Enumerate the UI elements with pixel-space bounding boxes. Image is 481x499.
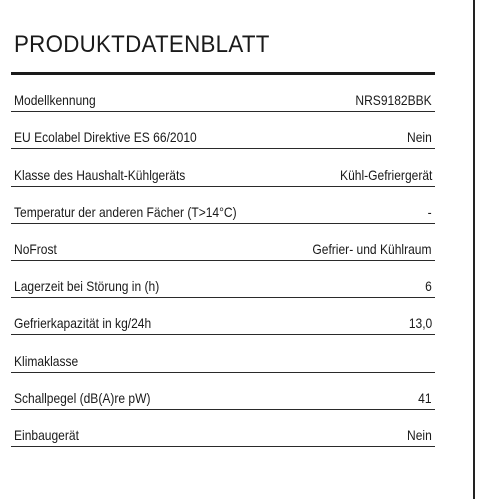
- spec-value: 13,0: [408, 315, 432, 332]
- spec-row-appliance-class: [11, 149, 435, 186]
- spec-label: Gefrierkapazität in kg/24h: [14, 315, 152, 332]
- spec-value: NRS9182BBK: [355, 92, 432, 109]
- spec-row-storage-time: [11, 261, 435, 298]
- spec-value: Nein: [407, 426, 432, 443]
- spec-value: 41: [418, 389, 432, 406]
- spec-label: Temperatur der anderen Fächer (T>14°C): [14, 203, 237, 220]
- spec-label: NoFrost: [14, 240, 57, 257]
- spec-row-freezing-capacity: [11, 298, 435, 335]
- spec-label: Modellkennung: [14, 92, 96, 109]
- spec-label: Klimaklasse: [14, 352, 79, 369]
- spec-row-model-id: [11, 75, 435, 112]
- spec-label: Schallpegel (dB(A)re pW): [14, 389, 151, 406]
- spec-row-nofrost: [11, 224, 435, 261]
- page-edge-line: [473, 0, 475, 499]
- spec-value: Gefrier- und Kühlraum: [312, 240, 432, 257]
- spec-table: [11, 75, 435, 447]
- spec-label: Klasse des Haushalt-Kühlgeräts: [14, 166, 186, 183]
- spec-value: Kühl-Gefriergerät: [339, 166, 432, 183]
- spec-label: EU Ecolabel Direktive ES 66/2010: [14, 129, 197, 146]
- spec-row-climate-class: [11, 335, 435, 372]
- sheet-title: PRODUKTDATENBLATT: [14, 31, 270, 58]
- spec-value: Nein: [407, 129, 432, 146]
- spec-row-built-in: [11, 410, 435, 447]
- spec-value: -: [427, 203, 432, 220]
- spec-value: 6: [425, 278, 432, 295]
- spec-label: Einbaugerät: [14, 426, 79, 443]
- spec-row-other-compartment-temp: [11, 187, 435, 224]
- spec-label: Lagerzeit bei Störung in (h): [14, 278, 160, 295]
- spec-row-noise-level: [11, 373, 435, 410]
- spec-row-ecolabel: [11, 112, 435, 149]
